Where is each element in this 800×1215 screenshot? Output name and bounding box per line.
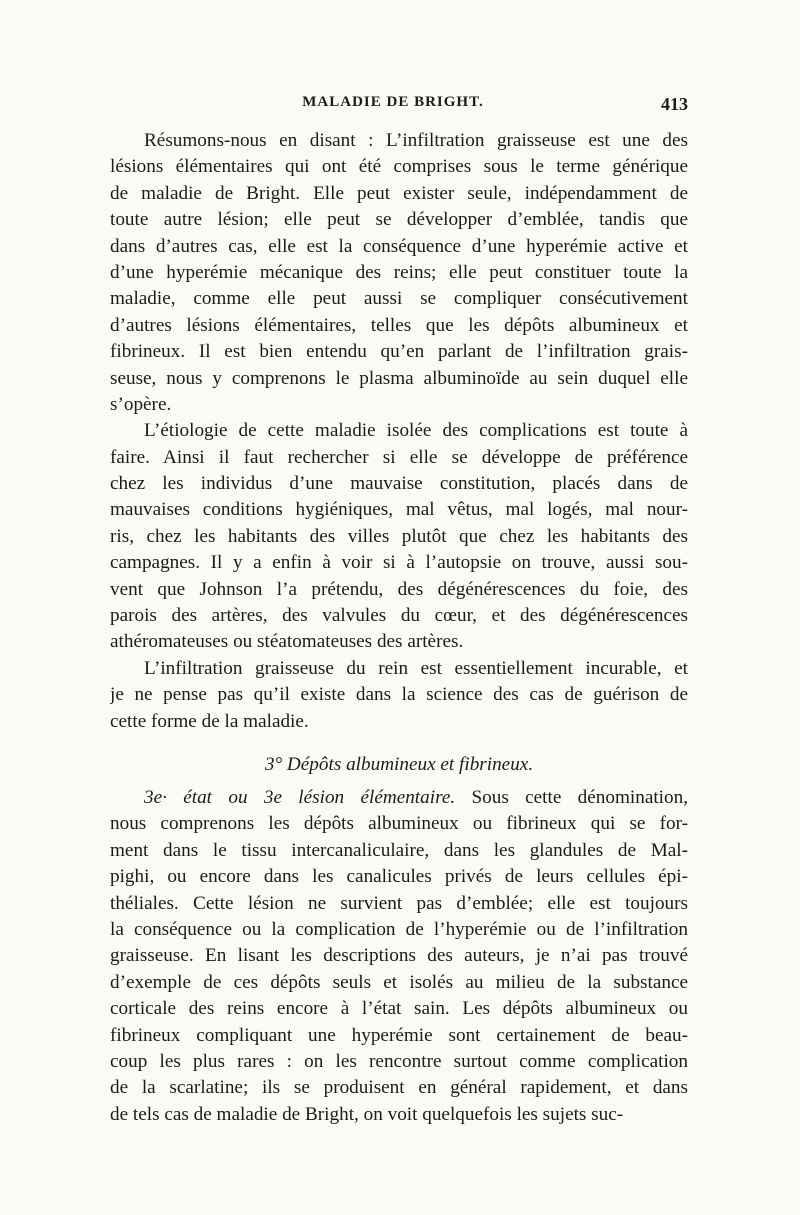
paragraph-line: d’exemple de ces dépôts seuls et isolés au milieu de la substance xyxy=(110,971,688,993)
paragraph-line: mauvaises conditions hygiéniques, mal vêtus, mal logés, mal nour- xyxy=(110,499,688,521)
paragraph-line: d’une hyperémie mécanique des reins; elle peut constituer toute la xyxy=(110,261,688,283)
paragraph-line xyxy=(110,785,688,811)
paragraph-line: cette forme de la maladie. xyxy=(110,710,309,732)
paragraph-4 xyxy=(110,785,688,1128)
section-heading: 3° Dépôts albumineux et fibrineux. xyxy=(264,753,534,775)
paragraph-line: d’autres lésions élémentaires, telles que les dépôts albumineux et xyxy=(110,314,688,336)
running-title: MALADIE DE BRIGHT. xyxy=(302,94,484,110)
page-header xyxy=(110,94,688,114)
lead-italic: 3e· état ou 3e lésion élémentaire. xyxy=(144,786,456,808)
lead-rest: Sous cette dénomination, xyxy=(455,786,688,808)
paragraph-line: théliales. Cette lésion ne survient pas d’emblée; elle est toujours xyxy=(110,892,688,914)
paragraph-line: nous comprenons les dépôts albumineux ou fibrineux qui se for- xyxy=(110,813,688,835)
paragraph-line: de tels cas de maladie de Bright, on voit quelquefois les sujets suc- xyxy=(110,1103,624,1125)
paragraph-line: fibrineux compliquant une hyperémie sont certainement de beau- xyxy=(110,1024,688,1046)
paragraph-line: ment dans le tissu intercanaliculaire, dans les glandules de Mal- xyxy=(110,839,688,861)
paragraph-line: la conséquence ou la complication de l’hyperémie ou de l’infiltration xyxy=(110,918,688,940)
paragraph-line: de maladie de Bright. Elle peut exister seule, indépendamment de xyxy=(110,182,688,204)
paragraph-3 xyxy=(110,656,688,735)
paragraph-2 xyxy=(110,418,688,656)
paragraph-line: chez les individus d’une mauvaise constitution, placés dans de xyxy=(110,473,688,495)
paragraph-line: ris, chez les habitants des villes plutôt que chez les habitants des xyxy=(110,525,688,547)
paragraph-line: s’opère. xyxy=(110,393,172,415)
book-page xyxy=(110,0,688,1215)
paragraph-line: dans d’autres cas, elle est la conséquence d’une hyperémie active et xyxy=(110,235,688,257)
paragraph-line: fibrineux. Il est bien entendu qu’en parlant de l’infiltration grais- xyxy=(110,341,688,363)
paragraph-line: je ne pense pas qu’il existe dans la science des cas de guérison de xyxy=(110,684,688,706)
page-body xyxy=(110,128,688,1128)
paragraph-line: seuse, nous y comprenons le plasma albuminoïde au sein duquel elle xyxy=(110,367,688,389)
paragraph-1 xyxy=(110,128,688,418)
page-number: 413 xyxy=(661,94,688,114)
paragraph-line: campagnes. Il y a enfin à voir si à l’autopsie on trouve, aussi sou- xyxy=(110,552,688,574)
paragraph-line: graisseuse. En lisant les descriptions des auteurs, je n’ai pas trouvé xyxy=(110,945,688,967)
paragraph-line: Résumons-nous en disant : L’infiltration graisseuse est une des xyxy=(144,130,688,151)
paragraph-line: coup les plus rares : on les rencontre surtout comme complication xyxy=(110,1050,688,1072)
paragraph-line: faire. Ainsi il faut rechercher si elle se développe de préférence xyxy=(110,446,688,468)
paragraph-line: maladie, comme elle peut aussi se compliquer consécutivement xyxy=(110,288,688,310)
paragraph-line: toute autre lésion; elle peut se développer d’emblée, tandis que xyxy=(110,209,688,231)
paragraph-line: L’étiologie de cette maladie isolée des complications est toute à xyxy=(144,420,688,442)
paragraph-line: parois des artères, des valvules du cœur, et des dégénérescences xyxy=(110,605,688,627)
paragraph-line: pighi, ou encore dans les canalicules privés de leurs cellules épi- xyxy=(110,866,688,888)
paragraph-line: L’infiltration graisseuse du rein est essentiellement incurable, et xyxy=(144,657,688,679)
paragraph-line: athéromateuses ou stéatomateuses des artères. xyxy=(110,631,464,653)
paragraph-line: vent que Johnson l’a prétendu, des dégénérescences du foie, des xyxy=(110,578,688,600)
paragraph-line: corticale des reins encore à l’état sain. Les dépôts albumineux ou xyxy=(110,998,688,1020)
paragraph-line: lésions élémentaires qui ont été comprises sous le terme générique xyxy=(110,156,688,178)
paragraph-line: de la scarlatine; ils se produisent en général rapidement, et dans xyxy=(110,1077,688,1099)
